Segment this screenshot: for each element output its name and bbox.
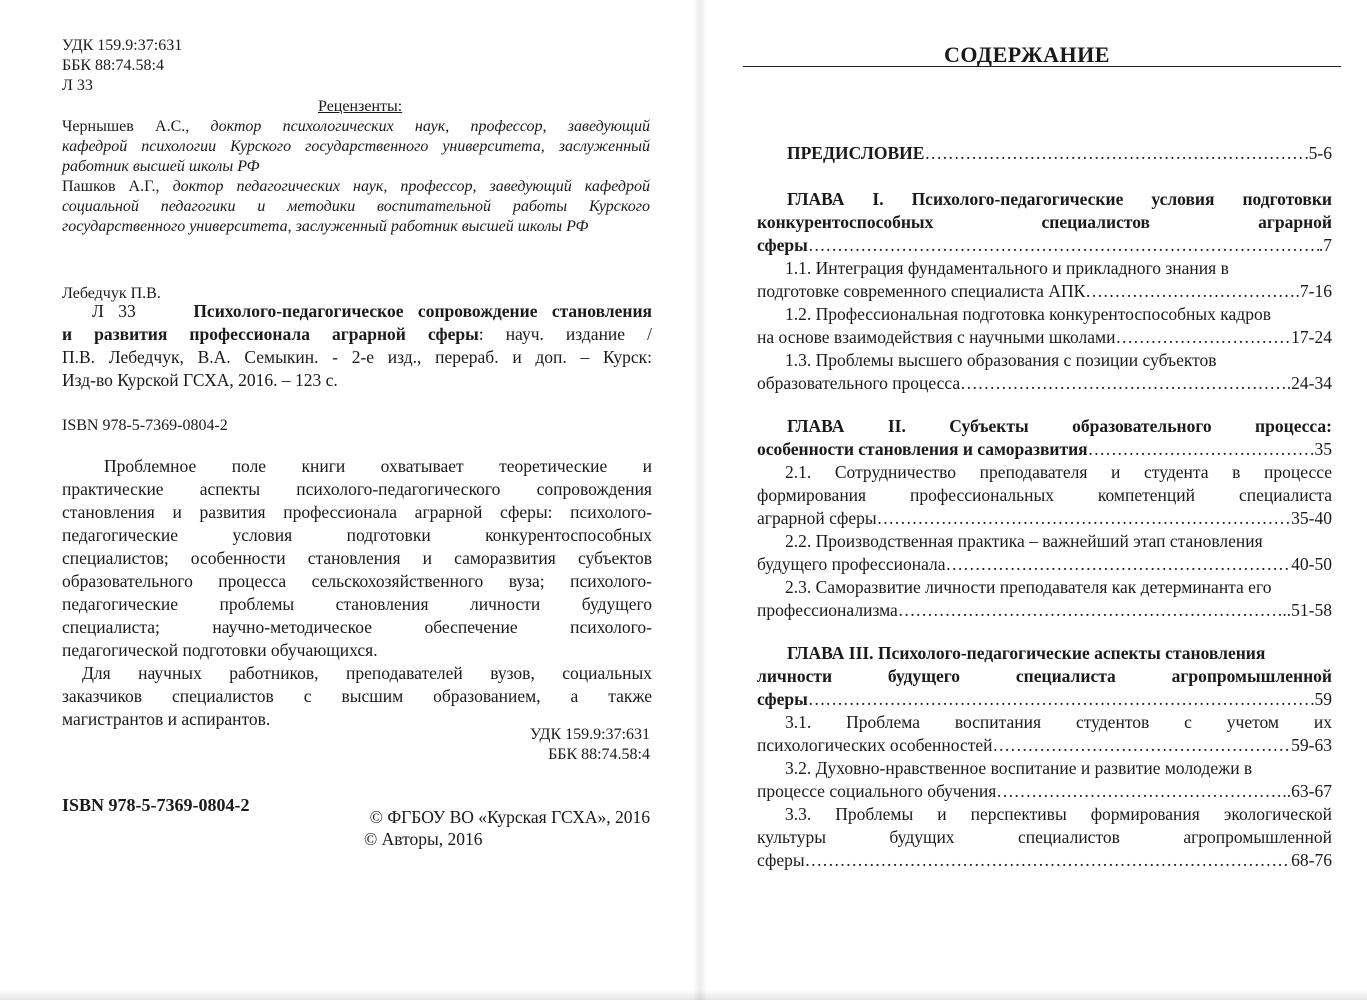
toc-entry: будущего профессионала ……………………………………………………………………………………………………………………………………………………………………………… 40-50 — [757, 553, 1332, 576]
toc-entry: сферы ……………………………………………………………………………………………………………………………………………………………………………… 59 — [757, 688, 1332, 711]
toc-section-line: 1.2. Профессиональная подготовка конкурентоспособных кадров — [785, 304, 1271, 324]
toc-entry: подготовке современного специалиста АПК ……………………………………………………………………………………………………………………………………………………………………………… .7-16 — [757, 280, 1332, 303]
toc-section-line: 1.3. Проблемы высшего образования с позиции субъектов — [785, 350, 1217, 370]
abstract-line: педагогические условия подготовки конкурентоспособных — [62, 525, 652, 545]
toc-chapter-line: личности будущего специалиста агропромышленной — [757, 666, 1332, 686]
reviewer-line: социальной педагогики и методики воспитательной работы Курского — [62, 198, 650, 215]
reviewers-heading: Рецензенты: — [318, 98, 403, 115]
toc-entry: профессионализма ……………………………………………………………………………………………………………………………………………………………………………… ..51-58 — [757, 599, 1332, 622]
abstract-line: магистрантов и аспирантов. — [62, 709, 271, 729]
toc-entry: особенности становления и саморазвития ……………………………………………………………………………………………………………………………………………………………………………… 35 — [757, 438, 1332, 461]
toc-entry: сферы ……………………………………………………………………………………………………………………………………………………………………………… .7 — [757, 234, 1332, 257]
toc-entry: процессе социального обучения ……………………………………………………………………………………………………………………………………………………………………………… ..63-67 — [757, 780, 1332, 803]
toc-section-line: 3.1. Проблема воспитания студентов с учетом их — [785, 712, 1332, 732]
bib-line: Изд-во Курской ГСХА, 2016. – 123 с. — [62, 370, 338, 390]
author-name: Лебедчук П.В. — [62, 285, 161, 302]
page-bottom-edge — [0, 990, 1367, 1000]
bib-line: и развития профессионала аграрной сферы: науч. издание / — [62, 324, 652, 344]
udk-code: УДК 159.9:37:631 — [62, 37, 183, 54]
book-fold — [693, 0, 707, 1000]
toc-section-line: формирования профессиональных компетенций специалиста — [757, 485, 1332, 505]
reviewer-1 — [62, 117, 650, 177]
udk-code: УДК 159.9:37:631 — [529, 726, 650, 743]
abstract-line: практические аспекты психолого-педагогического сопровождения — [62, 479, 652, 499]
abstract-line: Для научных работников, преподавателей вузов, социальных — [82, 663, 652, 683]
abstract-line: педагогические проблемы становления личности будущего — [62, 594, 652, 614]
reviewer-line: работник высшей школы РФ — [62, 158, 260, 175]
toc-entry: на основе взаимодействия с научными школами ……………………………………………………………………………………………………………………………………………………………………………… 17-24 — [757, 326, 1332, 349]
abstract-line: педагогической подготовки обучающихся. — [62, 640, 378, 660]
bib-line: Л 33 Психолого-педагогическое сопровождение становления — [92, 301, 653, 321]
copyright-line: © Авторы, 2016 — [364, 829, 483, 849]
toc-entry: психологических особенностей ……………………………………………………………………………………………………………………………………………………………………………… 59-63 — [757, 734, 1332, 757]
abstract-line: образовательного процесса сельскохозяйственного вуза; психолого- — [62, 571, 652, 591]
toc-chapter-line: ГЛАВА II. Субъекты образовательного процесса: — [787, 416, 1332, 436]
toc-entry: аграрной сферы ……………………………………………………………………………………………………………………………………………………………………………… 35-40 — [757, 507, 1332, 530]
abstract-line: специалистов; особенности становления и саморазвития субъектов — [62, 548, 652, 568]
toc-entry: образовательного процесса ……………………………………………………………………………………………………………………………………………………………………………… .24-34 — [757, 372, 1332, 395]
bbk-code: ББК 88:74.58:4 — [62, 57, 164, 74]
reviewer-line: Чернышев А.С., доктор психологических наук, профессор, заведующий — [62, 118, 651, 135]
contents-title: СОДЕРЖАНИЕ — [944, 42, 1110, 67]
toc-section-line: 2.2. Производственная практика – важнейший этап становления — [785, 531, 1263, 551]
toc-entry: ПРЕДИСЛОВИЕ ……………………………………………………………………………………………………………………………………………………………………………… 5-6 — [787, 142, 1332, 165]
title-rule — [743, 66, 1341, 67]
toc-section-line: 3.2. Духовно-нравственное воспитание и развитие молодежи в — [785, 758, 1253, 778]
toc-section-line: 3.3. Проблемы и перспективы формирования экологической — [785, 804, 1332, 824]
toc-entry: сферы ……………………………………………………………………………………………………………………………………………………………………………… 68-76 — [757, 849, 1332, 872]
copyright-block — [358, 806, 650, 850]
abstract-line: становления и развития профессионала аграрной сферы: психолого- — [62, 502, 652, 522]
reviewer-2 — [62, 177, 650, 237]
toc-chapter-line: конкурентоспособных специалистов аграрной — [757, 212, 1332, 232]
abstract-line: Проблемное поле книги охватывает теоретические и — [104, 456, 652, 476]
reviewer-line: кафедрой психологии Курского государственного университета, заслуженный — [62, 138, 650, 155]
copyright-line: © ФГБОУ ВО «Курская ГСХА», 2016 — [369, 807, 650, 827]
abstract — [62, 455, 652, 731]
abstract-line: заказчиков специалистов с высшим образованием, а также — [62, 686, 652, 706]
toc-section-line: 1.1. Интеграция фундаментального и прикладного знания в — [785, 258, 1229, 278]
toc-chapter-line: ГЛАВА III. Психолого-педагогические аспекты становления — [787, 643, 1266, 663]
classification-codes — [62, 36, 182, 96]
toc-section-line: 2.3. Саморазвитие личности преподавателя как детерминанта его — [785, 577, 1272, 597]
bbk-code: ББК 88:74.58:4 — [548, 746, 650, 763]
isbn-line: ISBN 978-5-7369-0804-2 — [62, 417, 228, 434]
toc-section-line: культуры будущих специалистов агропромышленной — [757, 827, 1332, 847]
bib-line: П.В. Лебедчук, В.А. Семыкин. - 2-е изд., перераб. и доп. – Курск: — [62, 347, 652, 367]
reviewer-line: государственного университета, заслуженный работник высшей школы РФ — [62, 218, 589, 235]
author-mark: Л 33 — [62, 77, 93, 94]
abstract-line: специалиста; научно-методическое обеспечение психолого- — [62, 617, 652, 637]
classification-codes-bottom — [480, 725, 650, 765]
toc-chapter-line: ГЛАВА I. Психолого-педагогические условия подготовки — [787, 189, 1332, 209]
bibliographic-record — [62, 300, 652, 392]
toc-section-line: 2.1. Сотрудничество преподавателя и студента в процессе — [785, 462, 1332, 482]
reviewer-line: Пашков А.Г., доктор педагогических наук, профессор, заведующий кафедрой — [62, 178, 650, 195]
isbn-bold: ISBN 978-5-7369-0804-2 — [62, 795, 250, 815]
